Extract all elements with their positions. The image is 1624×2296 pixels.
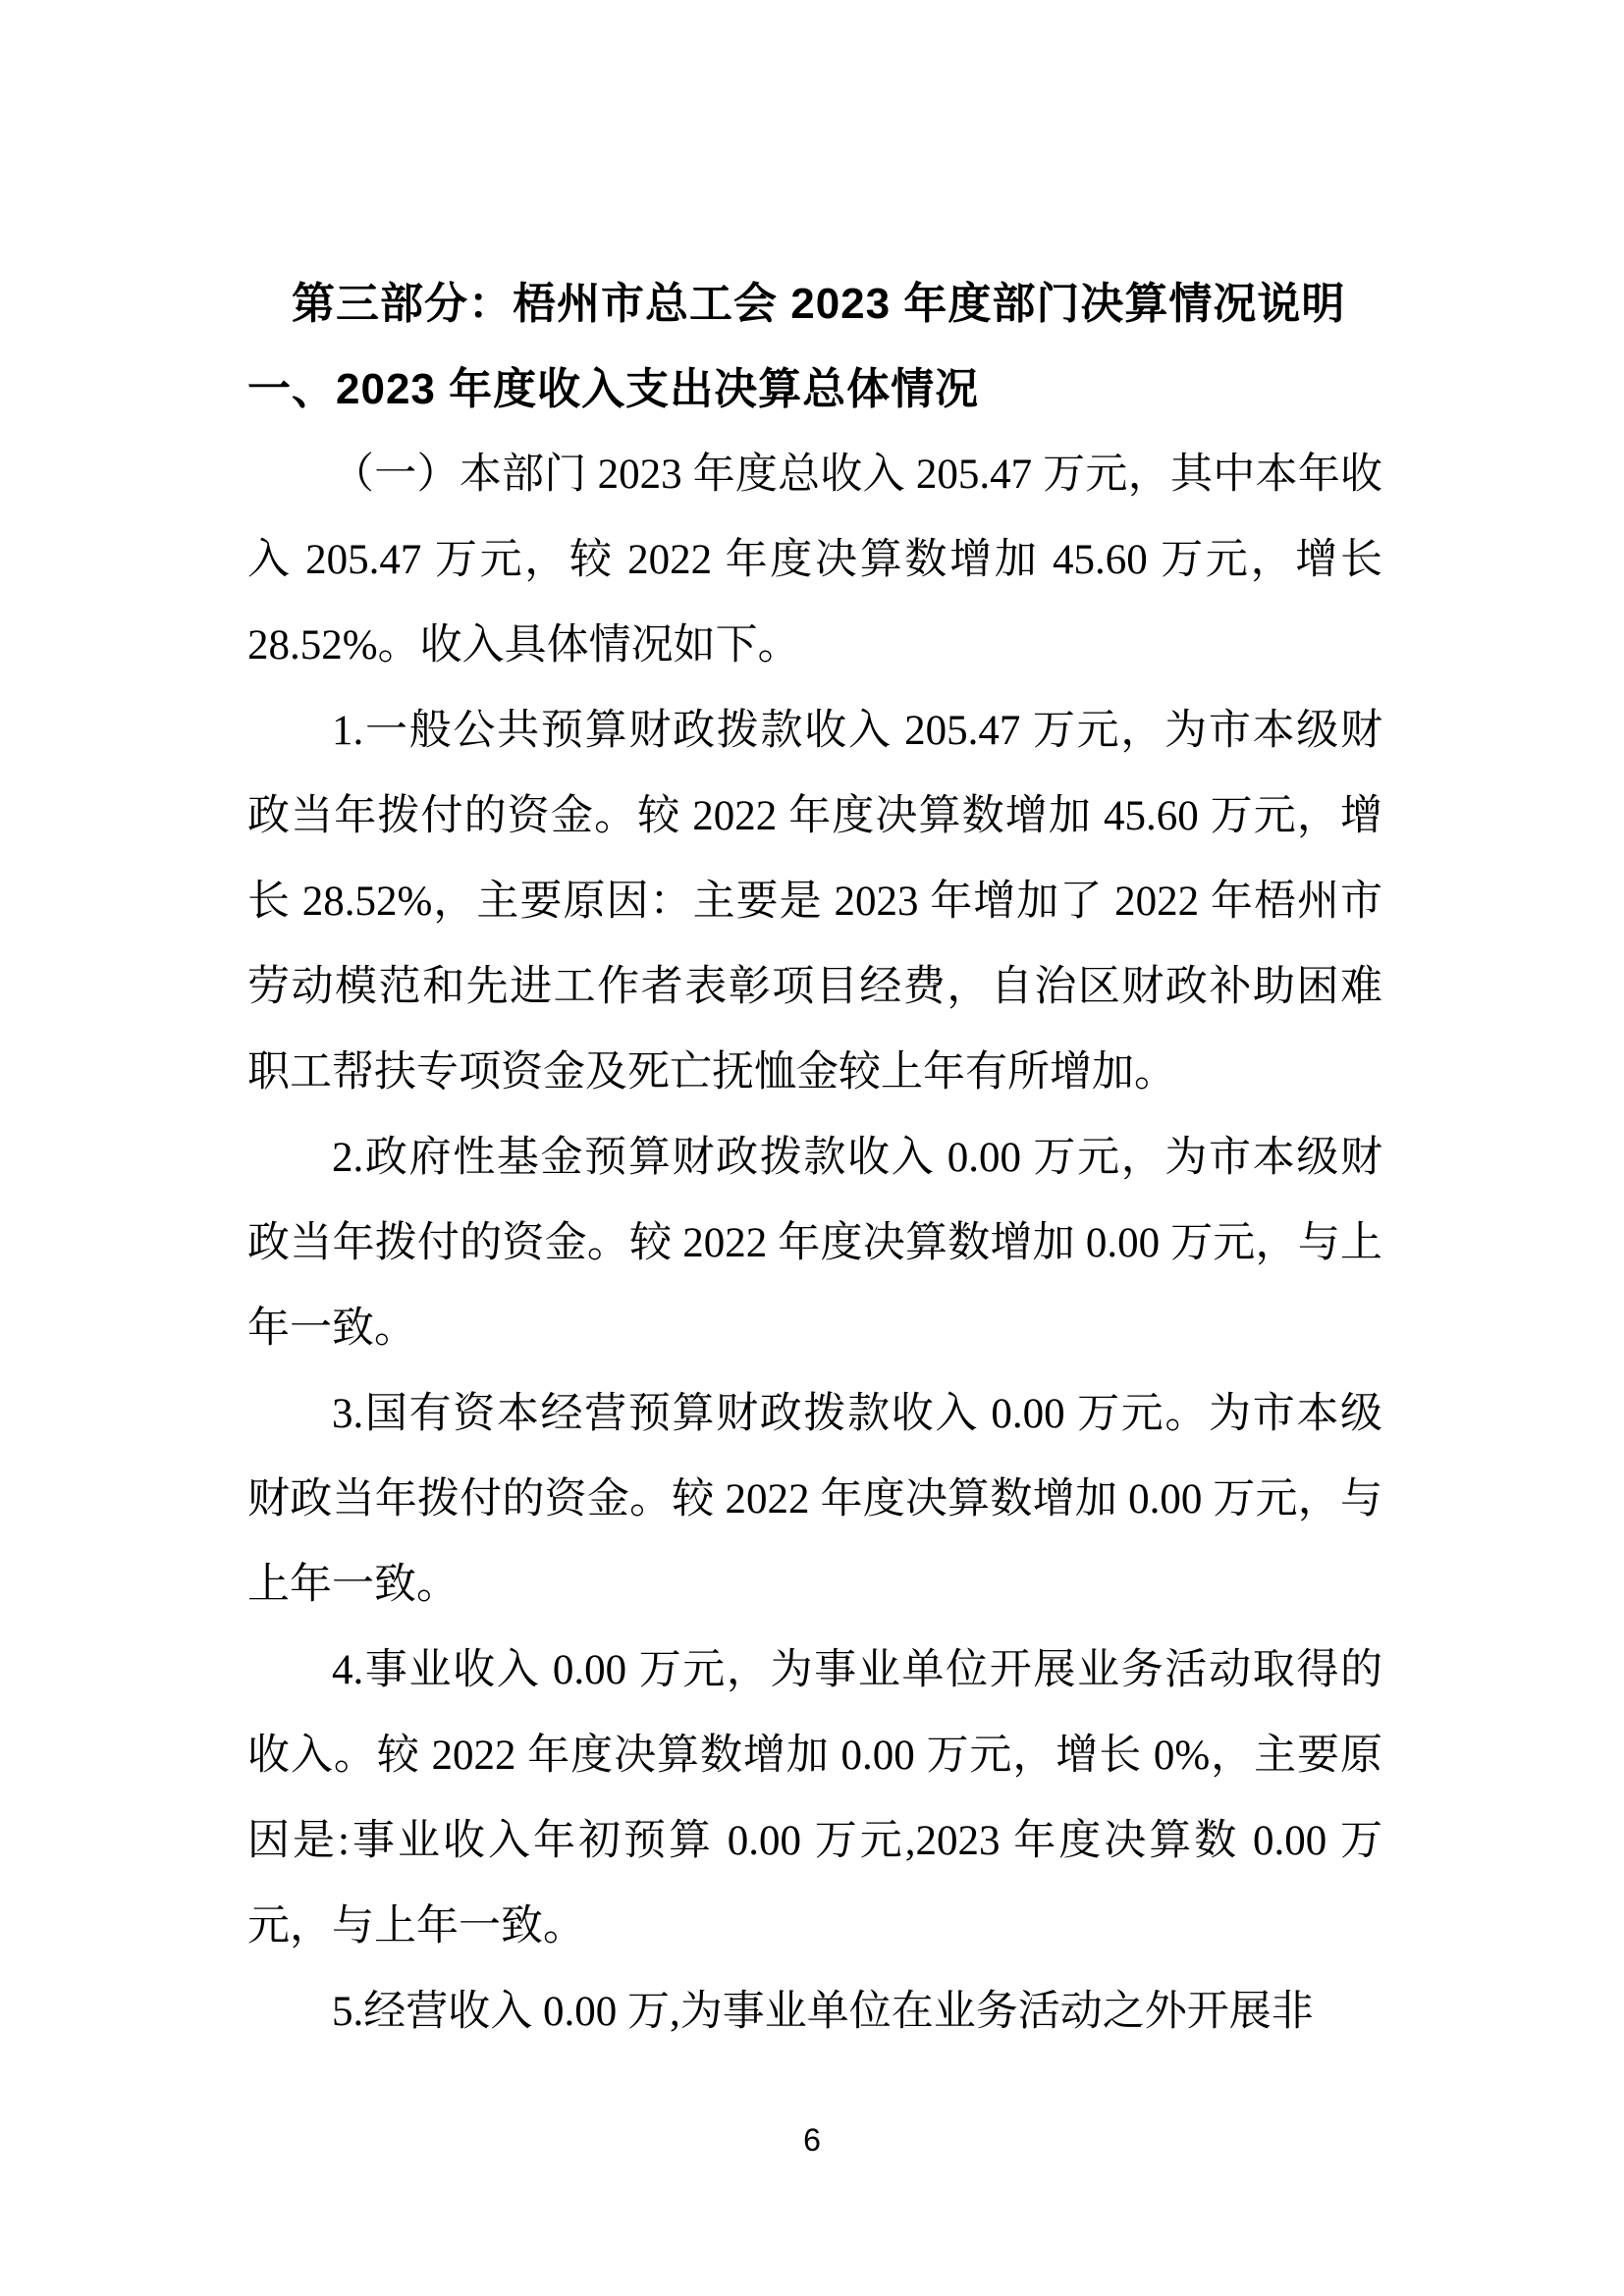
body-paragraph: 5.经营收入 0.00 万,为事业单位在业务活动之外开展非 xyxy=(332,1989,1314,2035)
body-paragraph: （一）本部门 2023 年度总收入 205.47 万元，其中本年收入 205.47 万元，较 2022 年度决算数增加 45.60 万元，增长 28.52%。收入具体情况如下。 xyxy=(247,452,1382,668)
document-content xyxy=(247,261,1382,2055)
section-heading: 一、2023 年度收入支出决算总体情况 xyxy=(247,365,980,413)
body-paragraph: 4.事业收入 0.00 万元，为事业单位开展业务活动取得的收入。较 2022 年度决算数增加 0.00 万元，增长 0%，主要原因是:事业收入年初预算 0.00 万元,2023 年度决算数 0.00 万元，与上年一致。 xyxy=(247,1647,1382,1949)
page-title: 第三部分：梧州市总工会 2023 年度部门决算情况说明 xyxy=(292,280,1346,328)
body-paragraph: 1.一般公共预算财政拨款收入 205.47 万元，为市本级财政当年拨付的资金。较 2022 年度决算数增加 45.60 万元，增长 28.52%，主要原因：主要是 2023 年增加了 2022 年梧州市劳动模范和先进工作者表彰项目经费，自治区财政补助困难职工帮扶专项资金及死亡抚恤金较上年有所增加。 xyxy=(247,708,1382,1095)
body-paragraph: 3.国有资本经营预算财政拨款收入 0.00 万元。为市本级财政当年拨付的资金。较 2022 年度决算数增加 0.00 万元，与上年一致。 xyxy=(247,1391,1382,1608)
page-number: 6 xyxy=(803,2122,821,2158)
body-paragraph: 2.政府性基金预算财政拨款收入 0.00 万元，为市本级财政当年拨付的资金。较 2022 年度决算数增加 0.00 万元，与上年一致。 xyxy=(247,1135,1382,1352)
